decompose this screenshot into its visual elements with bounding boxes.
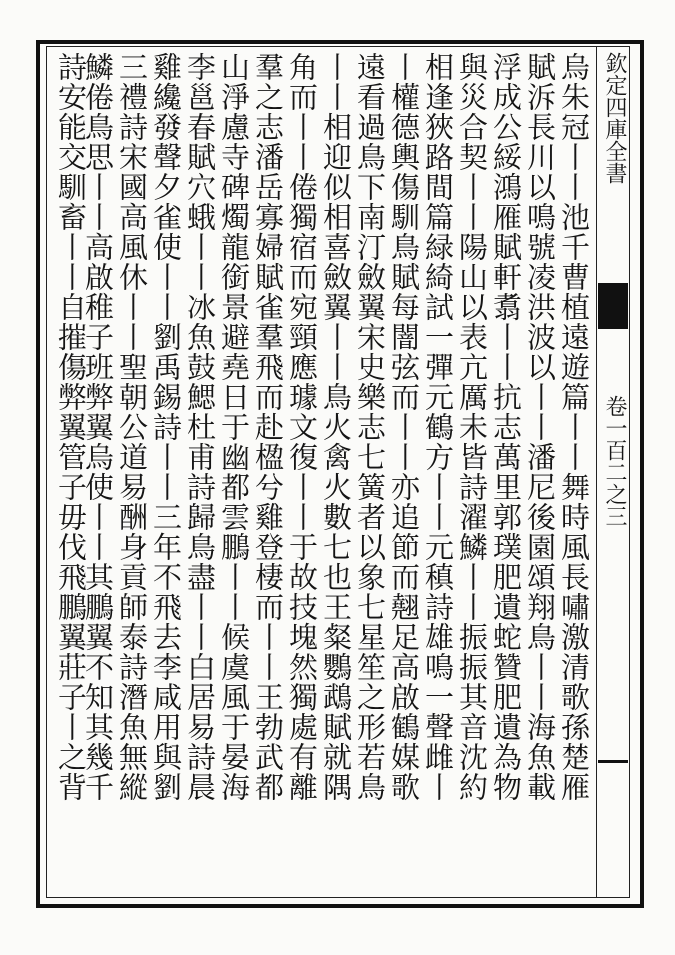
text-column-4: 與災合契丨丨陽山以表亢厲未皆詩濯鱗丨丨振振其音沈約 bbox=[455, 52, 489, 802]
margin-title: 欽定四庫全書 bbox=[602, 52, 627, 184]
text-column-7: 遠看過鳥下南汀斂翼宋史樂志七簧者以象七星笙之形若鳥 bbox=[353, 52, 387, 802]
text-column-3: 浮成公綏鴻雁賦軒翥丨丨抗志萬里郭璞肥遺蛇贊肥遺為物 bbox=[489, 52, 523, 802]
text-column-8: 丨丨相迎似相喜斂翼丨丨鳥火禽火數七也王粲鸚鵡賦就隅 bbox=[319, 52, 353, 802]
text-column-12: 李邕春賦穴蛾丨丨冰魚鼓鰓杜甫詩歸鳥盡丨丨白居易詩晨 bbox=[183, 52, 217, 802]
text-column-15: 鱗倦鳥思丨丨高啟稚子班弊翼烏使丨丨其鵬翼不知其幾千 bbox=[81, 52, 115, 802]
text-column-9: 角而丨丨倦獨宿而宛頸應璩文復丨丨于故技塊然獨處有離 bbox=[285, 52, 319, 802]
margin-volume: 卷一百二之三 bbox=[602, 395, 627, 527]
text-column-14: 三禮詩宋國高風休丨丨聖朝公道易酬身貢師泰詩潛魚無縱 bbox=[115, 52, 149, 802]
text-column-6: 丨權德輿傷馴鳥賦每闇弦而丨丨亦追節而翹足高啟鶴媒歌 bbox=[387, 52, 421, 802]
text-column-1: 烏朱冠丨丨池千曹植遠遊篇丨丨舞時風長嘯激清歌孫楚雁 bbox=[557, 52, 591, 802]
text-column-5: 相逢狹路間篇緑綺試一彈元鶴方丨丨元稹詩雄鳴一聲雌丨 bbox=[421, 52, 455, 802]
text-column-2: 賦泝長川以鳴號凌洪波以丨丨潘尼後園頌翔鳥丨丨海魚載 bbox=[523, 52, 557, 802]
text-column-13: 雞纔發聲夕雀使丨丨劉禹錫詩丨丨三年不飛去李咸用與劉 bbox=[149, 52, 183, 802]
text-column-16: 詩安能交馴畜丨丨自摧傷弊翼管子毋伐飛鵬翼莊子丨之背 bbox=[54, 52, 88, 802]
text-column-11: 山淨慮寺碑燭龍銜景避堯日于幽都雲鵬丨丨候虞風于晏海 bbox=[217, 52, 251, 802]
text-column-10: 羣之志潘岳寡婦賦雀羣飛而赴楹兮雞登棲而丨丨王勃武都 bbox=[251, 52, 285, 802]
